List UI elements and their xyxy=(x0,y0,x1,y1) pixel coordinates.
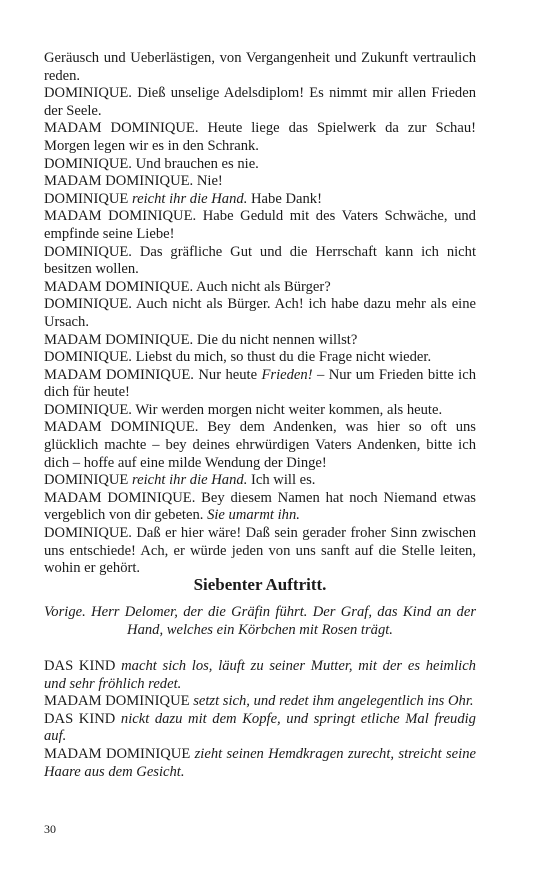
dialogue-paragraph: DOMINIQUE. Und brauchen es nie. xyxy=(44,155,259,172)
dialogue-paragraph: Geräusch und Ueberlästigen, von Vergangenheit und Zukunft vertraulich reden. xyxy=(44,50,476,84)
page-number: 30 xyxy=(44,822,56,836)
dialogue-paragraph: DOMINIQUE. Liebst du mich, so thust du die Frage nicht wieder. xyxy=(44,349,432,366)
dialogue-paragraph: MADAM DOMINIQUE. Nie! xyxy=(44,173,223,190)
action-block xyxy=(44,658,476,781)
dialogue-paragraph: DOMINIQUE. Wir werden morgen nicht weiter kommen, als heute. xyxy=(44,401,443,418)
dialogue-paragraph: DOMINIQUE. Auch nicht als Bürger. Ach! ich habe dazu mehr als eine Ursach. xyxy=(44,296,477,330)
dialogue-paragraph: MADAM DOMINIQUE. Bey diesem Namen hat noch Niemand etwas vergeblich von dir gebeten. Sie umarmt ihn. xyxy=(44,489,476,524)
action-paragraph: MADAM DOMINIQUE setzt sich, und redet ihm angelegentlich ins Ohr. xyxy=(44,693,474,710)
action-paragraph: DAS KIND nickt dazu mit dem Kopfe, und springt etliche Mal freudig auf. xyxy=(44,710,476,745)
dialogue-paragraph: MADAM DOMINIQUE. Die du nicht nennen willst? xyxy=(44,331,358,348)
dialogue-paragraph: DOMINIQUE. Dieß unselige Adelsdiplom! Es nimmt mir allen Frieden der Seele. xyxy=(44,85,477,119)
dialogue-paragraph: MADAM DOMINIQUE. Auch nicht als Bürger? xyxy=(44,278,331,295)
dialogue-paragraph: DOMINIQUE. Das gräfliche Gut und die Herrschaft kann ich nicht besitzen wollen. xyxy=(44,243,476,278)
dialogue-paragraph: MADAM DOMINIQUE. Heute liege das Spielwerk da zur Schau! Morgen legen wir es in den Schrank. xyxy=(44,120,476,154)
dialogue-block xyxy=(44,50,476,578)
dialogue-paragraph: MADAM DOMINIQUE. Habe Geduld mit des Vaters Schwäche, und empfinde seine Liebe! xyxy=(44,208,476,242)
action-paragraph: MADAM DOMINIQUE zieht seinen Hemdkragen zurecht, streicht seine Haare aus dem Gesicht. xyxy=(44,745,476,780)
dialogue-paragraph: MADAM DOMINIQUE. Nur heute Frieden! – Nur um Frieden bitte ich dich für heute! xyxy=(44,366,477,401)
dialogue-paragraph: MADAM DOMINIQUE. Bey dem Andenken, was hier so oft uns glücklich machte – bey deines ehrwürdigen Vaters Andenken, bitte ich dich – hoffe auf eine milde Wendung der Dinge! xyxy=(44,419,476,471)
action-paragraph: DAS KIND macht sich los, läuft zu seiner Mutter, mit der es heimlich und sehr fröhlich redet. xyxy=(44,658,476,692)
dialogue-paragraph: DOMINIQUE reicht ihr die Hand. Ich will es. xyxy=(44,472,316,489)
dialogue-paragraph: DOMINIQUE. Daß er hier wäre! Daß sein gerader froher Sinn zwischen uns entschiede! Ach, er würde jeden von uns sanft auf die Stelle leiten, wohin er gehört. xyxy=(44,525,476,577)
scene-heading: Siebenter Auftritt. xyxy=(193,575,327,594)
stage-direction: Vorige. Herr Delomer, der die Gräfin führt. Der Graf, das Kind an der Hand, welches ein Körbchen mit Rosen trägt. xyxy=(44,604,476,638)
dialogue-paragraph: DOMINIQUE reicht ihr die Hand. Habe Dank! xyxy=(44,190,322,207)
